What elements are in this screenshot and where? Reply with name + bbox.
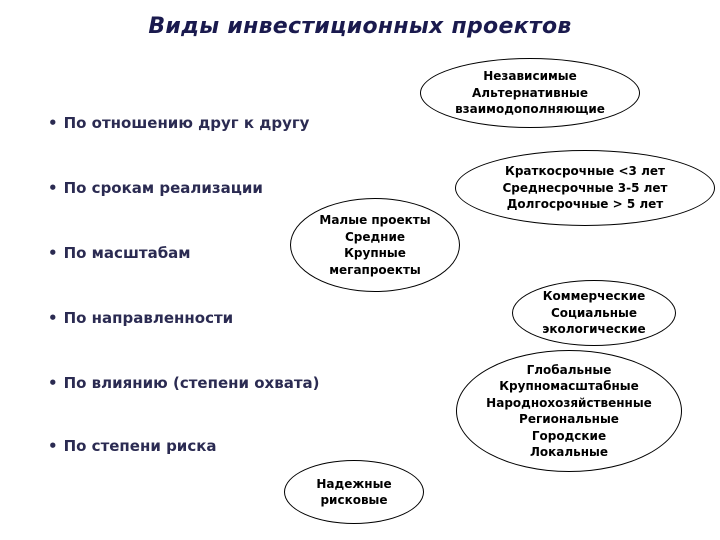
- ellipse-direction: [512, 280, 676, 346]
- ellipse-item: рисковые: [320, 493, 388, 507]
- ellipse-item: Глобальные: [526, 362, 612, 377]
- ellipse-item: Средние: [344, 229, 406, 244]
- ellipse-item: Альтернативные: [472, 85, 588, 100]
- ellipse-item: мегапроекты: [329, 262, 421, 277]
- ellipse-relation: [420, 58, 640, 128]
- ellipse-item: Краткосрочные <3 лет: [505, 164, 665, 179]
- bullet-marker: •: [48, 244, 58, 262]
- bullet-marker: •: [48, 179, 58, 197]
- ellipse-item: Региональные: [519, 412, 619, 426]
- criterion-label: По степени риска: [63, 437, 217, 455]
- ellipse-risk: [284, 460, 424, 524]
- ellipse-scale: [290, 198, 460, 292]
- bullet-marker: •: [48, 374, 58, 392]
- ellipse-item: Крупные: [344, 246, 406, 260]
- criterion-relation: [48, 114, 309, 132]
- criterion-direction: [48, 309, 233, 327]
- bullet-marker: •: [48, 309, 58, 327]
- bullet-marker: •: [48, 114, 58, 132]
- criterion-risk: [48, 437, 217, 455]
- ellipse-item: экологические: [542, 322, 646, 337]
- ellipse-influence: [456, 350, 682, 472]
- ellipse-item: Народнохозяйственные: [486, 395, 652, 410]
- criterion-scale: [48, 244, 191, 262]
- ellipse-item: взаимодополняющие: [455, 102, 605, 117]
- ellipse-item: Локальные: [529, 445, 609, 459]
- ellipse-item: Независимые: [483, 69, 577, 84]
- ellipse-item: Крупномасштабные: [499, 379, 639, 393]
- ellipse-terms: [455, 150, 715, 226]
- ellipse-item: Городские: [531, 428, 607, 443]
- criterion-label: По направленности: [63, 309, 234, 327]
- ellipse-item: Надежные: [316, 476, 392, 491]
- bullet-marker: •: [48, 437, 58, 455]
- ellipse-item: Среднесрочные 3-5 лет: [502, 180, 668, 195]
- ellipse-item: Коммерческие: [542, 289, 646, 304]
- page-title: Виды инвестиционных проектов: [148, 14, 572, 39]
- criterion-label: По отношению друг к другу: [63, 114, 310, 132]
- criterion-influence: [48, 374, 320, 392]
- criterion-label: По срокам реализации: [63, 179, 263, 197]
- criterion-label: По масштабам: [63, 244, 191, 262]
- ellipse-item: Малые проекты: [319, 213, 431, 227]
- ellipse-item: Социальные: [550, 305, 638, 320]
- ellipse-item: Долгосрочные > 5 лет: [506, 197, 664, 212]
- criterion-terms: [48, 179, 263, 197]
- criterion-label: По влиянию (степени охвата): [63, 374, 320, 392]
